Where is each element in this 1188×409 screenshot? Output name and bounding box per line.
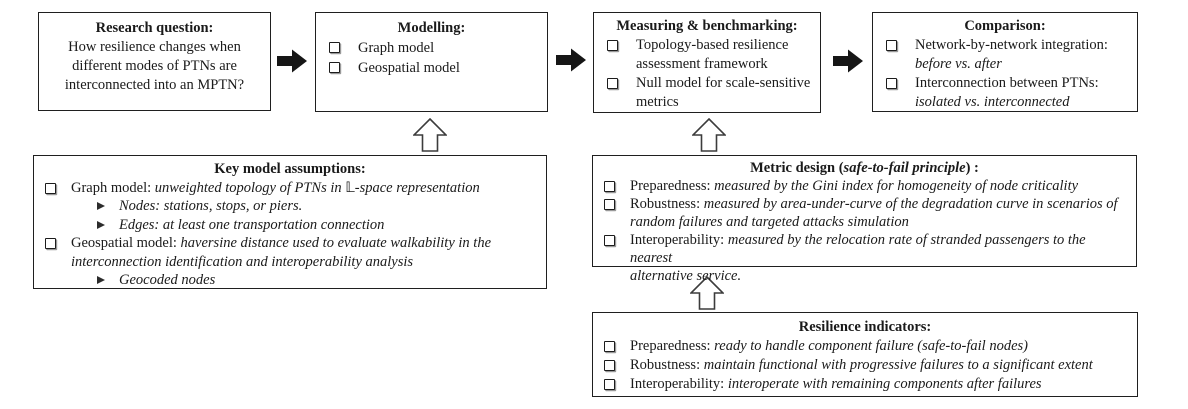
box-title: Comparison:	[964, 18, 1046, 34]
list-item	[316, 38, 547, 58]
list-item	[593, 375, 1137, 394]
item-text	[630, 177, 1130, 195]
item-label: Graph model:	[71, 179, 152, 196]
item-line: Topology-based resilience	[636, 37, 789, 53]
checkbox-bullet-icon	[45, 183, 56, 194]
item-detail-continuation: random failures and targeted attacks simulation	[630, 214, 909, 230]
title-emphasis: safe-to-fail principle	[843, 160, 966, 176]
item-label: Network-by-network integration:	[915, 37, 1108, 53]
right-arrow-icon	[556, 46, 586, 74]
item-text	[630, 375, 1131, 394]
checkbox-bullet-icon	[886, 40, 897, 51]
right-arrow-icon	[833, 47, 863, 75]
list-item	[593, 177, 1136, 195]
arrowhead-bullet-icon	[97, 276, 105, 284]
item-text	[630, 231, 1130, 285]
item-text	[630, 356, 1131, 375]
item-text	[636, 36, 814, 74]
checkbox-bullet-icon	[329, 62, 340, 73]
item-line: metrics	[636, 94, 679, 110]
box-title: Modelling:	[397, 20, 466, 36]
item-detail-continuation: interconnection identification and interoperability analysis	[71, 253, 414, 270]
title-prefix: Metric design (	[750, 160, 844, 176]
item-label: Preparedness:	[630, 338, 711, 354]
item-line: Null model for scale-sensitive	[636, 75, 811, 91]
item-detail: haversine distance used to evaluate walkability in the	[180, 235, 491, 251]
sub-list-item	[34, 197, 546, 216]
sub-list-item	[34, 271, 546, 290]
item-text	[636, 74, 814, 112]
box-title: Measuring & benchmarking:	[616, 18, 798, 34]
item-text: Geospatial model	[358, 60, 460, 76]
subitem-text: Edges: at least one transportation connection	[119, 216, 385, 233]
checkbox-bullet-icon	[604, 235, 615, 246]
item-detail: measured by the relocation rate of stranded passengers to the nearest	[630, 232, 1086, 266]
item-label: Geospatial model:	[71, 235, 177, 251]
arrowhead-bullet-icon	[97, 221, 105, 229]
box-title: Resilience indicators:	[798, 319, 932, 335]
question-line: interconnected into an MPTN?	[64, 77, 245, 93]
item-detail: isolated vs. interconnected	[915, 94, 1070, 110]
checkbox-bullet-icon	[886, 78, 897, 89]
item-label: Preparedness:	[630, 178, 711, 194]
item-detail-continuation: alternative service.	[630, 268, 742, 284]
up-arrow-icon	[413, 118, 447, 152]
list-item	[34, 234, 546, 271]
item-line: assessment framework	[636, 56, 768, 72]
checkbox-bullet-icon	[604, 379, 615, 390]
question-line: different modes of PTNs are	[72, 58, 237, 74]
box-metric-design	[592, 155, 1137, 284]
box-title: Research question:	[95, 20, 214, 36]
box-title: Key model assumptions:	[214, 161, 366, 177]
box-key-model-assumptions	[33, 155, 547, 289]
subitem-text: Nodes: stations, stops, or piers.	[119, 198, 303, 214]
item-text	[915, 74, 1131, 112]
list-item	[593, 356, 1137, 375]
list-item	[316, 58, 547, 78]
subitem-text: Geocoded nodes	[119, 272, 216, 288]
item-label: Robustness:	[630, 196, 701, 212]
item-text	[915, 36, 1131, 74]
item-label: Interoperability:	[630, 232, 725, 248]
item-text	[71, 234, 540, 271]
arrowhead-bullet-icon	[97, 202, 105, 210]
list-item	[594, 36, 820, 74]
item-label: Robustness:	[630, 357, 701, 373]
sub-list-item	[34, 216, 546, 235]
list-item	[34, 179, 546, 198]
checkbox-bullet-icon	[604, 360, 615, 371]
checkbox-bullet-icon	[607, 78, 618, 89]
box-modelling	[315, 12, 548, 112]
item-detail: ready to handle component failure (safe-to-fail nodes)	[714, 338, 1028, 354]
item-text: Graph model	[358, 40, 435, 56]
list-item	[594, 74, 820, 112]
list-item	[873, 36, 1137, 74]
item-detail: maintain functional with progressive failures to a significant extent	[703, 357, 1093, 373]
checkbox-bullet-icon	[329, 42, 340, 53]
checkbox-bullet-icon	[607, 40, 618, 51]
up-arrow-icon	[692, 118, 726, 152]
checkbox-bullet-icon	[604, 341, 615, 352]
list-item	[593, 195, 1136, 231]
item-detail: unweighted topology of PTNs in 𝕃-space representation	[154, 179, 480, 196]
list-item	[593, 337, 1137, 356]
item-text	[630, 195, 1130, 231]
right-arrow-icon	[277, 47, 307, 75]
box-comparison	[872, 12, 1138, 112]
question-line: How resilience changes when	[68, 39, 241, 55]
item-detail: measured by the Gini index for homogeneity of node criticality	[714, 178, 1079, 194]
item-text	[71, 179, 540, 198]
item-text	[630, 337, 1131, 356]
item-detail: before vs. after	[915, 56, 1002, 72]
checkbox-bullet-icon	[604, 181, 615, 192]
item-detail: measured by area-under-curve of the degradation curve in scenarios of	[703, 196, 1118, 212]
list-item	[873, 74, 1137, 112]
title-suffix: ) :	[965, 160, 979, 176]
item-label: Interoperability:	[630, 376, 725, 392]
box-resilience-indicators	[592, 312, 1138, 397]
checkbox-bullet-icon	[45, 238, 56, 249]
item-label: Interconnection between PTNs:	[915, 75, 1099, 91]
item-detail: interoperate with remaining components after failures	[727, 376, 1042, 392]
checkbox-bullet-icon	[604, 199, 615, 210]
box-research-question	[38, 12, 271, 111]
list-item	[593, 231, 1136, 285]
box-measuring-benchmarking	[593, 12, 821, 113]
box-title	[593, 159, 1136, 177]
